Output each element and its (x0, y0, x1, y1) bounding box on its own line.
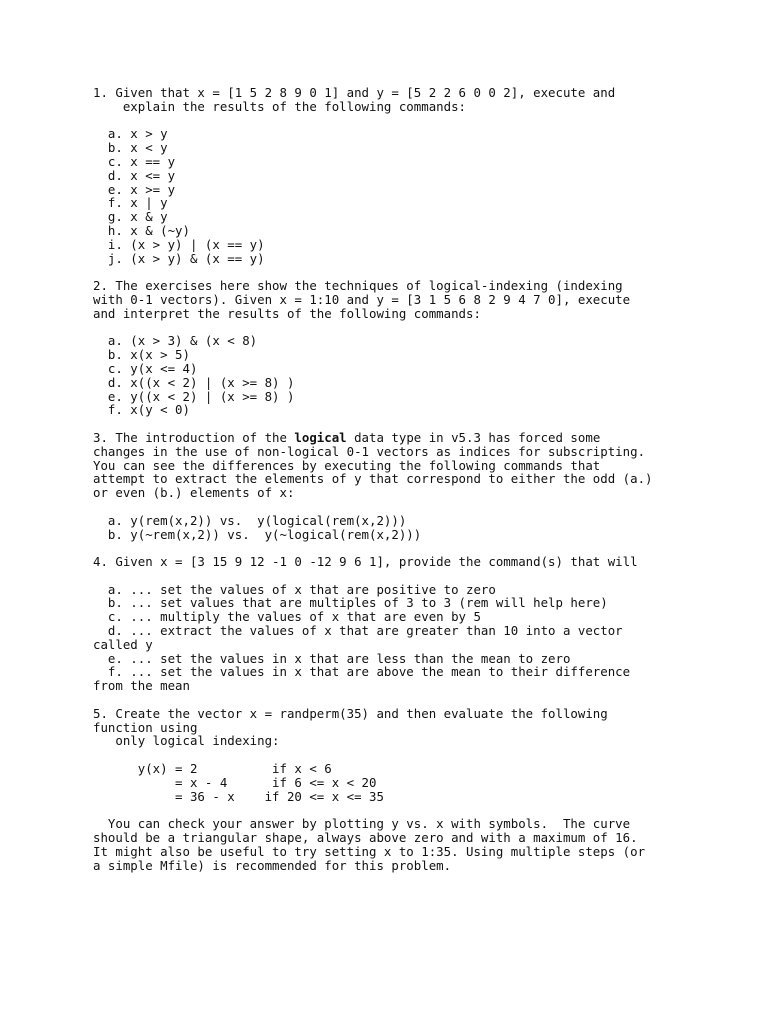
question-3-line: or even (b.) elements of x: (93, 485, 295, 501)
list-item: f. x | y (93, 195, 168, 211)
list-item: j. (x > y) & (x == y) (93, 250, 265, 266)
note-line: should be a triangular shape, always above zero and with a maximum of 16. (93, 830, 638, 846)
logical-keyword: logical (294, 429, 347, 445)
question-2-line: with 0-1 vectors). Given x = 1:10 and y = [3 1 5 6 8 2 9 4 7 0], execute (93, 291, 631, 307)
list-item: b. x(x > 5) (93, 347, 190, 363)
list-item: i. (x > y) | (x == y) (93, 236, 265, 252)
question-3-line-1 (93, 431, 753, 445)
list-item: a. x > y (93, 126, 168, 142)
question-3-line: You can see the differences by executing the following commands that (93, 457, 601, 473)
list-item: a. (x > 3) & (x < 8) (93, 333, 258, 349)
question-3-items (93, 514, 753, 542)
question-2 (93, 279, 753, 417)
question-5-line: only logical indexing: (93, 733, 280, 749)
document-page (93, 86, 753, 872)
spacer (93, 500, 753, 514)
note-line: a simple Mfile) is recommended for this problem. (93, 857, 452, 873)
list-item: f. ... set the values in x that are above the mean to their difference (93, 664, 631, 680)
spacer (93, 693, 753, 707)
question-5 (93, 707, 753, 873)
question-5-line: function using (93, 719, 198, 735)
list-item: b. y(~rem(x,2)) vs. y(~logical(rem(x,2))) (93, 526, 422, 542)
question-1 (93, 86, 753, 265)
spacer (93, 265, 753, 279)
spacer (93, 803, 753, 817)
question-4-line-1: 4. Given x = [3 15 9 12 -1 0 -12 9 6 1], provide the command(s) that will (93, 554, 638, 570)
list-item: e. y((x < 2) | (x >= 8) ) (93, 388, 295, 404)
question-1-line-1: 1. Given that x = [1 5 2 8 9 0 1] and y = [5 2 2 6 0 0 2], execute and (93, 85, 616, 100)
list-item: c. y(x <= 4) (93, 360, 198, 376)
list-item: d. x <= y (93, 167, 176, 183)
list-item: e. x >= y (93, 181, 176, 197)
question-5-line: 5. Create the vector x = randperm(35) and then evaluate the following (93, 705, 608, 721)
question-4-items (93, 583, 753, 693)
list-item: a. y(rem(x,2)) vs. y(logical(rem(x,2))) (93, 512, 407, 528)
question-3-line: changes in the use of non-logical 0-1 vectors as indices for subscripting. (93, 443, 646, 459)
list-item: from the mean (93, 678, 190, 694)
list-item: c. x == y (93, 153, 176, 169)
list-item: d. ... extract the values of x that are greater than 10 into a vector (93, 623, 623, 639)
question-3-line: attempt to extract the elements of y that correspond to either the odd (a.) (93, 471, 653, 487)
list-item: d. x((x < 2) | (x >= 8) ) (93, 374, 295, 390)
question-3-text-after: data type in v5.3 has forced some (346, 429, 601, 445)
question-1-items (93, 127, 753, 265)
spacer (93, 321, 753, 335)
spacer (93, 569, 753, 583)
spacer (93, 748, 753, 762)
spacer (93, 417, 753, 431)
list-item: b. x < y (93, 140, 168, 156)
list-item: called y (93, 636, 153, 652)
spacer (93, 114, 753, 128)
list-item: e. ... set the values in x that are less than the mean to zero (93, 650, 571, 666)
note-line: You can check your answer by plotting y vs. x with symbols. The curve (93, 816, 631, 832)
function-line: = 36 - x if 20 <= x <= 35 (93, 788, 384, 804)
question-3-text-before: 3. The introduction of the (93, 429, 295, 445)
list-item: c. ... multiply the values of x that are even by 5 (93, 609, 481, 625)
list-item: a. ... set the values of x that are positive to zero (93, 581, 496, 597)
question-2-items (93, 334, 753, 417)
question-4 (93, 555, 753, 693)
list-item: h. x & (~y) (93, 222, 190, 238)
function-line: = x - 4 if 6 <= x < 20 (93, 774, 377, 790)
question-1-line-2: explain the results of the following commands: (93, 98, 466, 114)
piecewise-function (93, 762, 753, 803)
list-item: g. x & y (93, 209, 168, 225)
question-5-note (93, 817, 753, 872)
function-line: y(x) = 2 if x < 6 (93, 761, 332, 777)
list-item: b. ... set values that are multiples of 3 to 3 (rem will help here) (93, 595, 608, 611)
note-line: It might also be useful to try setting x to 1:35. Using multiple steps (or (93, 843, 646, 859)
question-2-line: 2. The exercises here show the techniques of logical-indexing (indexing (93, 278, 623, 294)
question-2-line: and interpret the results of the following commands: (93, 305, 481, 321)
spacer (93, 541, 753, 555)
list-item: f. x(y < 0) (93, 402, 190, 418)
question-3 (93, 431, 753, 541)
